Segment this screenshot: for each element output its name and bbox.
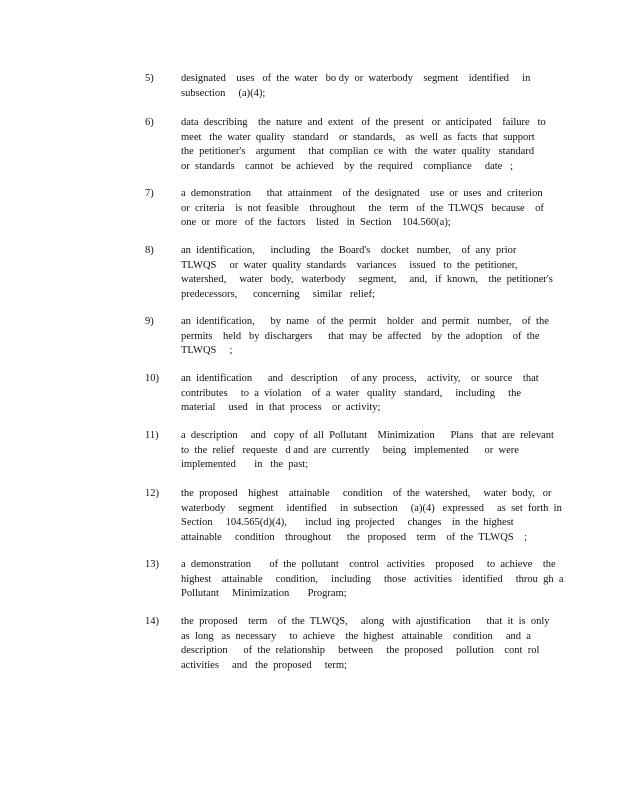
text-line: highest attainable condition, including those activities identified throu gh a: [181, 573, 564, 585]
item-number: 7): [145, 188, 154, 199]
list-item-11: [145, 429, 554, 473]
list-item-13: [145, 558, 564, 602]
item-text: [181, 372, 545, 416]
item-number: 13): [145, 559, 159, 570]
text-line: one or more of the factors listed in Section 104.560(a);: [181, 217, 451, 228]
text-line: an identification, by name of the permit holder and permit number, of the: [181, 316, 549, 327]
item-number: 5): [145, 73, 154, 84]
text-line: predecessors, concerning similar relief;: [181, 288, 375, 300]
text-line: subsection (a)(4);: [181, 87, 266, 99]
list-item-9: [145, 315, 549, 359]
item-number: 12): [145, 488, 159, 499]
list-item-12: [145, 487, 562, 545]
text-line: implemented in the past;: [181, 459, 309, 470]
item-text: [181, 615, 550, 673]
text-line: description of the relationship between the proposed pollution cont rol: [181, 645, 540, 656]
item-number: 9): [145, 316, 154, 327]
text-line: an identification and description of any process, activity, or source that: [181, 373, 539, 384]
item-text: [181, 315, 549, 359]
item-text: [181, 116, 546, 174]
list-item-6: [145, 116, 545, 174]
list-item-8: [145, 244, 553, 302]
item-number: 10): [145, 373, 159, 384]
text-line: activities and the proposed term;: [181, 659, 347, 671]
text-line: a description and copy of all Pollutant Minimization Plans that are relevant: [181, 430, 554, 441]
text-line: contributes to a violation of a water quality standard, including the: [181, 387, 522, 399]
text-line: meet the water quality standard or standards, as well as facts that support: [181, 131, 535, 143]
text-line: TLWQS ;: [181, 345, 233, 356]
text-line: or standards cannot be achieved by the required compliance date ;: [181, 160, 514, 172]
text-line: a demonstration that attainment of the designated use or uses and criterion: [181, 188, 543, 199]
text-line: Pollutant Minimization Program;: [181, 588, 347, 599]
list-item-7: [145, 187, 545, 231]
text-line: TLWQS or water quality standards variances issued to the petitioner,: [181, 259, 518, 271]
list-item-5: [145, 72, 545, 101]
text-line: data describing the nature and extent of the present or anticipated failure to: [181, 117, 546, 128]
list-item-14: [145, 615, 550, 673]
text-line: Section 104.565(d)(4), includ ing projected changes in the highest: [181, 517, 514, 528]
item-text: [181, 429, 554, 473]
text-line: attainable condition throughout the proposed term of the TLWQS ;: [181, 531, 528, 543]
list-item-10: [145, 372, 545, 416]
item-text: [181, 244, 553, 302]
text-line: to the relief requeste d and are currently being implemented or were: [181, 444, 519, 456]
text-line: a demonstration of the pollutant control activities proposed to achieve the: [181, 559, 556, 570]
item-number: 6): [145, 117, 154, 128]
item-text: [181, 558, 564, 602]
item-text: [181, 487, 562, 545]
text-line: as long as necessary to achieve the highest attainable condition and a: [181, 630, 531, 642]
item-number: 11): [145, 430, 159, 441]
text-line: permits held by dischargers that may be affected by the adoption of the: [181, 330, 540, 342]
text-line: or criteria is not feasible throughout the term of the TLWQS because of: [181, 202, 544, 214]
item-number: 8): [145, 245, 154, 256]
text-line: watershed, water body, waterbody segment, and, if known, the petitioner's: [181, 274, 553, 285]
text-line: the proposed highest attainable condition of the watershed, water body, or: [181, 488, 552, 499]
item-text: [181, 187, 545, 231]
text-line: the petitioner's argument that complian ce with the water quality standard: [181, 146, 535, 157]
text-line: designated uses of the water bo dy or waterbody segment identified in: [181, 73, 531, 84]
text-line: the proposed term of the TLWQS, along with ajustification that it is only: [181, 616, 550, 627]
text-line: an identification, including the Board's docket number, of any prior: [181, 245, 517, 256]
item-number: 14): [145, 616, 159, 627]
text-line: waterbody segment identified in subsection (a)(4) expressed as set forth in: [181, 502, 562, 514]
text-line: material used in that process or activity;: [181, 402, 381, 413]
item-text: [181, 72, 545, 101]
